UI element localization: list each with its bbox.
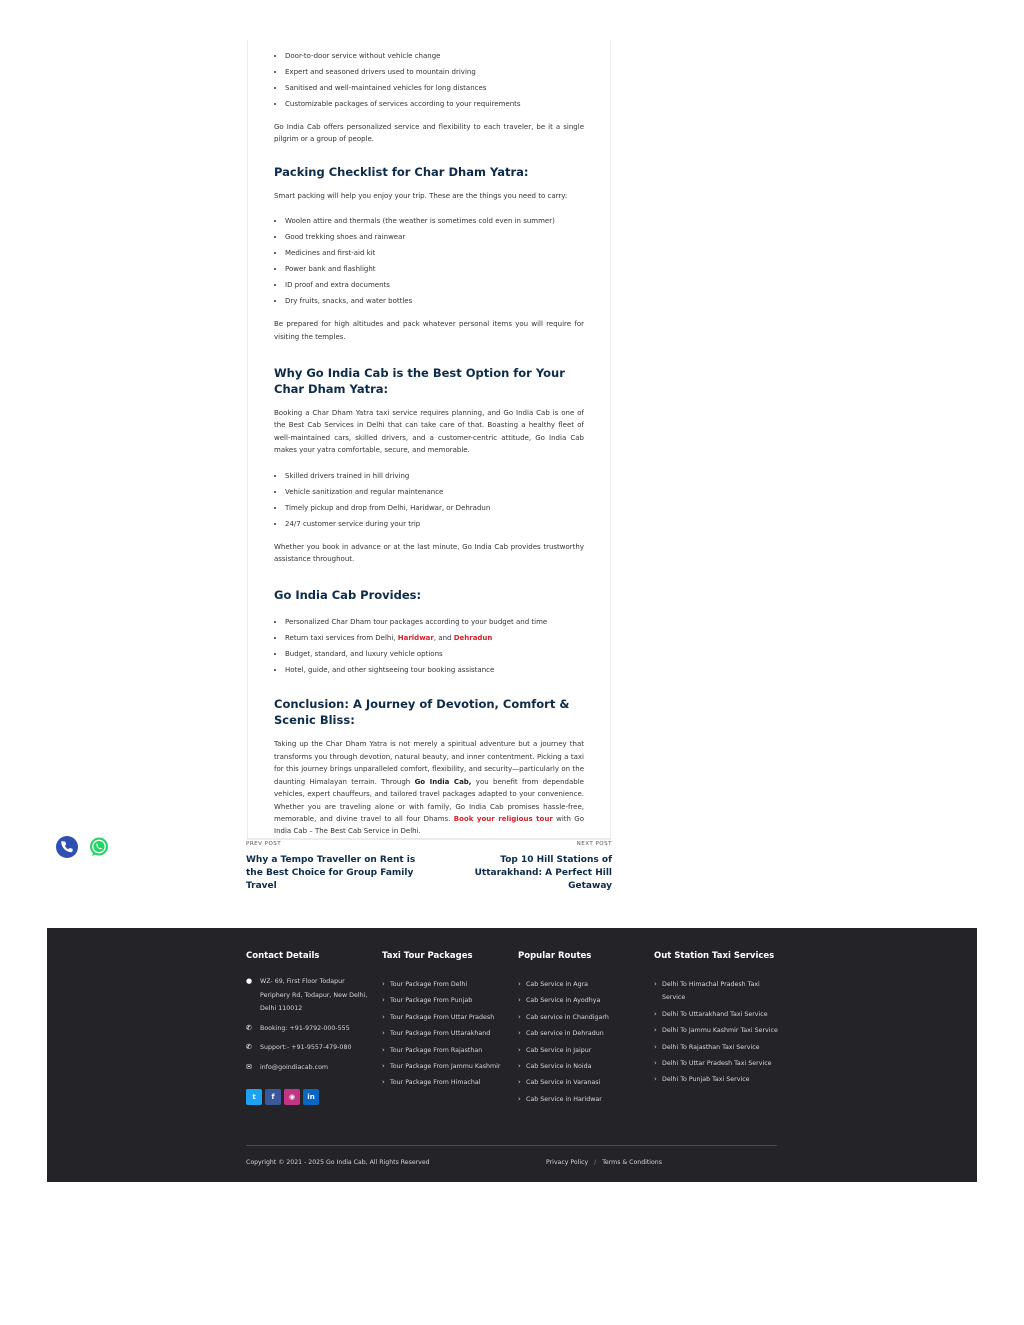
chevron-right-icon: › bbox=[518, 1012, 521, 1021]
list-item: • Budget, standard, and luxury vehicle options bbox=[285, 646, 584, 662]
conclusion-text: with Go India Cab – The Best Cab Service in Delhi. bbox=[274, 814, 585, 836]
link-text: Tour Package From Himachal bbox=[390, 1079, 481, 1087]
why-outro: Whether you book in advance or at the last minute, Go India Cab provides trustworthy assistance throughout. bbox=[274, 542, 584, 564]
chevron-right-icon: › bbox=[382, 1078, 385, 1087]
list-item bbox=[285, 630, 584, 646]
tour-packages-list bbox=[382, 978, 510, 1090]
list-item: • Hotel, guide, and other sightseeing tour booking assistance bbox=[285, 662, 584, 678]
address-text: WZ- 69, First Floor Todapur Periphery Rd, Todapur, New Delhi, Delhi 110012 bbox=[260, 978, 368, 1013]
list-item: • Medicines and first-aid kit bbox=[285, 245, 584, 261]
conclusion-paragraph bbox=[274, 738, 584, 837]
article-content bbox=[274, 48, 584, 838]
booking-phone[interactable] bbox=[246, 1022, 371, 1036]
link-text: Cab service in Dehradun bbox=[526, 1030, 604, 1038]
separator: / bbox=[594, 1159, 597, 1166]
prev-post-label: PREV POST bbox=[246, 841, 282, 847]
facebook-icon[interactable]: f bbox=[265, 1089, 281, 1105]
footer-link[interactable] bbox=[518, 1093, 646, 1106]
link-text: Tour Package From Jammu Kashmir bbox=[390, 1063, 501, 1071]
copyright: Copyright © 2021 - 2025 Go India Cab, All Rights Reserved bbox=[246, 1159, 430, 1166]
email-link[interactable] bbox=[246, 1061, 371, 1075]
footer-link[interactable] bbox=[518, 1060, 646, 1073]
link-text: Delhi To Uttar Pradesh Taxi Service bbox=[662, 1060, 772, 1068]
contact-heading: Contact Details bbox=[246, 951, 320, 961]
prev-post-link[interactable]: Why a Tempo Traveller on Rent is the Best Choice for Group Family Travel bbox=[246, 855, 416, 891]
social-links bbox=[246, 1089, 371, 1105]
footer-link[interactable] bbox=[518, 1027, 646, 1040]
packing-intro: Smart packing will help you enjoy your trip. These are the things you need to carry: bbox=[274, 191, 568, 200]
link-text: Cab Service in Jaipur bbox=[526, 1046, 592, 1054]
chevron-right-icon: › bbox=[382, 1045, 385, 1054]
support-text: Support:- +91-9557-479-080 bbox=[260, 1044, 352, 1052]
link-text: Tour Package From Uttarakhand bbox=[390, 1030, 491, 1038]
next-post-label: NEXT POST bbox=[576, 841, 612, 847]
footer-link[interactable] bbox=[382, 994, 510, 1007]
list-item: • ID proof and extra documents bbox=[285, 277, 584, 293]
dehradun-link[interactable]: Dehradun bbox=[453, 634, 493, 643]
list-item: • Expert and seasoned drivers used to mountain driving bbox=[285, 64, 584, 80]
popular-routes-column bbox=[518, 951, 646, 1109]
phone-icon: ✆ bbox=[246, 1023, 252, 1032]
packing-heading: Packing Checklist for Char Dham Yatra: bbox=[274, 164, 529, 179]
footer-link[interactable] bbox=[654, 1073, 779, 1086]
conclusion-text: you benefit from dependable vehicles, expert chauffeurs, and tailored travel packages adapted to your convenience. Whether you are traveling alone or with family, Go India Cab promises hassle-free, memorable, and divine travel to all four Dhams. bbox=[274, 777, 584, 823]
tour-packages-column bbox=[382, 951, 510, 1093]
footer-link[interactable] bbox=[382, 1027, 510, 1040]
whatsapp-icon bbox=[88, 836, 110, 858]
privacy-policy-link[interactable]: Privacy Policy bbox=[546, 1159, 589, 1166]
chevron-right-icon: › bbox=[382, 1062, 385, 1071]
location-pin-icon: ● bbox=[246, 977, 253, 985]
linkedin-icon[interactable]: in bbox=[303, 1089, 319, 1105]
book-tour-link[interactable]: Book your religious tour bbox=[453, 814, 553, 823]
link-text: Tour Package From Punjab bbox=[390, 997, 473, 1005]
list-item: • 24/7 customer service during your trip bbox=[285, 516, 584, 532]
footer-link[interactable] bbox=[382, 1060, 510, 1073]
popular-routes-heading: Popular Routes bbox=[518, 951, 592, 961]
link-text: Delhi To Rajasthan Taxi Service bbox=[662, 1043, 760, 1051]
chevron-right-icon: › bbox=[654, 1059, 657, 1068]
popular-routes-list bbox=[518, 978, 646, 1106]
link-text: Cab Service in Ayodhya bbox=[526, 997, 601, 1005]
chevron-right-icon: › bbox=[518, 996, 521, 1005]
list-item-text: , and bbox=[433, 634, 454, 643]
footer-link[interactable] bbox=[382, 1044, 510, 1057]
chevron-right-icon: › bbox=[518, 1045, 521, 1054]
chevron-right-icon: › bbox=[518, 1029, 521, 1038]
call-button[interactable] bbox=[56, 836, 78, 858]
link-text: Cab Service in Varanasi bbox=[526, 1079, 601, 1087]
list-item: • Personalized Char Dham tour packages according to your budget and time bbox=[285, 614, 584, 630]
list-item: • Timely pickup and drop from Delhi, Haridwar, or Dehradun bbox=[285, 500, 584, 516]
footer-link[interactable] bbox=[654, 1057, 779, 1070]
terms-link[interactable]: Terms & Conditions bbox=[602, 1159, 662, 1166]
chevron-right-icon: › bbox=[654, 1075, 657, 1084]
chevron-right-icon: › bbox=[518, 1062, 521, 1071]
outstation-heading: Out Station Taxi Services bbox=[654, 951, 775, 961]
link-text: Cab service in Chandigarh bbox=[526, 1013, 609, 1021]
list-item: • Customizable packages of services according to your requirements bbox=[285, 96, 584, 112]
footer-link[interactable] bbox=[382, 978, 510, 991]
intro-list bbox=[274, 48, 584, 112]
link-text: Delhi To Jammu Kashmir Taxi Service bbox=[662, 1027, 778, 1035]
conclusion-heading: Conclusion: A Journey of Devotion, Comfort & Scenic Bliss: bbox=[274, 697, 570, 728]
why-intro: Booking a Char Dham Yatra taxi service requires planning, and Go India Cab is one of the Best Cab Services in Delhi that can take care of that. Boasting a healthy fleet of well-maintained cars, skilled drivers, and a customer-centric attitude, Go India Cab makes your yatra comfortable, secure, and memorable. bbox=[274, 409, 584, 455]
why-heading: Why Go India Cab is the Best Option for Your Char Dham Yatra: bbox=[274, 366, 565, 397]
provides-heading: Go India Cab Provides: bbox=[274, 588, 422, 603]
link-text: Tour Package From Uttar Pradesh bbox=[390, 1013, 495, 1021]
next-post-link[interactable]: Top 10 Hill Stations of Uttarakhand: A Perfect Hill Getaway bbox=[474, 855, 612, 891]
footer-link[interactable] bbox=[518, 1044, 646, 1057]
provides-list bbox=[274, 614, 584, 678]
instagram-icon[interactable]: ◉ bbox=[284, 1089, 300, 1105]
haridwar-link[interactable]: Haridwar bbox=[397, 634, 434, 643]
chevron-right-icon: › bbox=[382, 996, 385, 1005]
outstation-column bbox=[654, 951, 779, 1090]
booking-text: Booking: +91-9792-000-555 bbox=[260, 1024, 350, 1032]
link-text: Delhi To Himachal Pradesh Taxi Service bbox=[662, 981, 760, 1002]
link-text: Cab Service in Haridwar bbox=[526, 1095, 602, 1103]
footer-divider bbox=[246, 1145, 777, 1146]
list-item: • Woolen attire and thermals (the weather is sometimes cold even in summer) bbox=[285, 213, 584, 229]
footer-link[interactable] bbox=[654, 1008, 779, 1021]
address bbox=[246, 975, 371, 1016]
list-item: • Sanitised and well-maintained vehicles for long distances bbox=[285, 80, 584, 96]
packing-list bbox=[274, 213, 584, 309]
email-text: info@goindiacab.com bbox=[260, 1063, 329, 1071]
phone-icon: ✆ bbox=[246, 1043, 252, 1052]
contact-column bbox=[246, 951, 371, 1105]
chevron-right-icon: › bbox=[382, 980, 385, 988]
phone-icon bbox=[56, 836, 78, 858]
list-item: • Dry fruits, snacks, and water bottles bbox=[285, 293, 584, 309]
conclusion-text: Taking up the Char Dham Yatra is not merely a spiritual adventure but a journey that transforms you through devotion, natural beauty, and inner contentment. Picking a taxi for this journey brings unparalleled comfort, flexibility, and security—particularly on the daunting Himalayan terrain. Through bbox=[274, 740, 584, 786]
footer-link[interactable] bbox=[518, 994, 646, 1007]
packing-outro: Be prepared for high altitudes and pack whatever personal items you will require for visiting the temples. bbox=[274, 320, 584, 341]
site-footer bbox=[47, 928, 977, 1182]
why-list bbox=[274, 468, 584, 532]
list-item: • Good trekking shoes and rainwear bbox=[285, 229, 584, 245]
link-text: Cab Service in Agra bbox=[526, 981, 589, 988]
chevron-right-icon: › bbox=[518, 1078, 521, 1087]
list-item: • Door-to-door service without vehicle change bbox=[285, 48, 584, 64]
support-phone[interactable] bbox=[246, 1041, 371, 1055]
footer-link[interactable] bbox=[654, 1041, 779, 1054]
brand-bold: Go India Cab, bbox=[414, 777, 472, 786]
list-item-text: Return taxi services from Delhi, bbox=[285, 634, 398, 643]
link-text: Tour Package From Delhi bbox=[390, 981, 468, 988]
footer-link[interactable] bbox=[654, 1024, 779, 1037]
link-text: Delhi To Uttarakhand Taxi Service bbox=[662, 1010, 768, 1018]
link-text: Tour Package From Rajasthan bbox=[390, 1046, 483, 1054]
footer-link[interactable] bbox=[382, 1076, 510, 1089]
post-navigation bbox=[246, 838, 612, 891]
footer-link[interactable] bbox=[518, 978, 646, 991]
list-item: • Skilled drivers trained in hill driving bbox=[285, 468, 584, 484]
chevron-right-icon: › bbox=[382, 1012, 385, 1021]
footer-link[interactable] bbox=[518, 1011, 646, 1024]
footer-link[interactable] bbox=[518, 1076, 646, 1089]
tour-packages-heading: Taxi Tour Packages bbox=[382, 951, 473, 961]
list-item: • Power bank and flashlight bbox=[285, 261, 584, 277]
footer-legal-links bbox=[546, 1159, 662, 1166]
envelope-icon: ✉ bbox=[246, 1062, 252, 1071]
link-text: Delhi To Punjab Taxi Service bbox=[662, 1076, 750, 1084]
chevron-right-icon: › bbox=[654, 1042, 657, 1051]
footer-link[interactable] bbox=[382, 1011, 510, 1024]
chevron-right-icon: › bbox=[654, 1009, 657, 1018]
outstation-list bbox=[654, 978, 779, 1087]
footer-link[interactable] bbox=[654, 978, 779, 1005]
twitter-icon[interactable]: t bbox=[246, 1089, 262, 1105]
chevron-right-icon: › bbox=[654, 1026, 657, 1035]
chevron-right-icon: › bbox=[518, 1094, 521, 1103]
chevron-right-icon: › bbox=[382, 1029, 385, 1038]
chevron-right-icon: › bbox=[518, 980, 521, 988]
chevron-right-icon: › bbox=[654, 980, 657, 988]
link-text: Cab Service in Noida bbox=[526, 1063, 592, 1071]
intro-paragraph: Go India Cab offers personalized service and flexibility to each traveler, be it a single pilgrim or a group of people. bbox=[274, 123, 584, 144]
whatsapp-button[interactable] bbox=[88, 836, 110, 858]
list-item: • Vehicle sanitization and regular maintenance bbox=[285, 484, 584, 500]
